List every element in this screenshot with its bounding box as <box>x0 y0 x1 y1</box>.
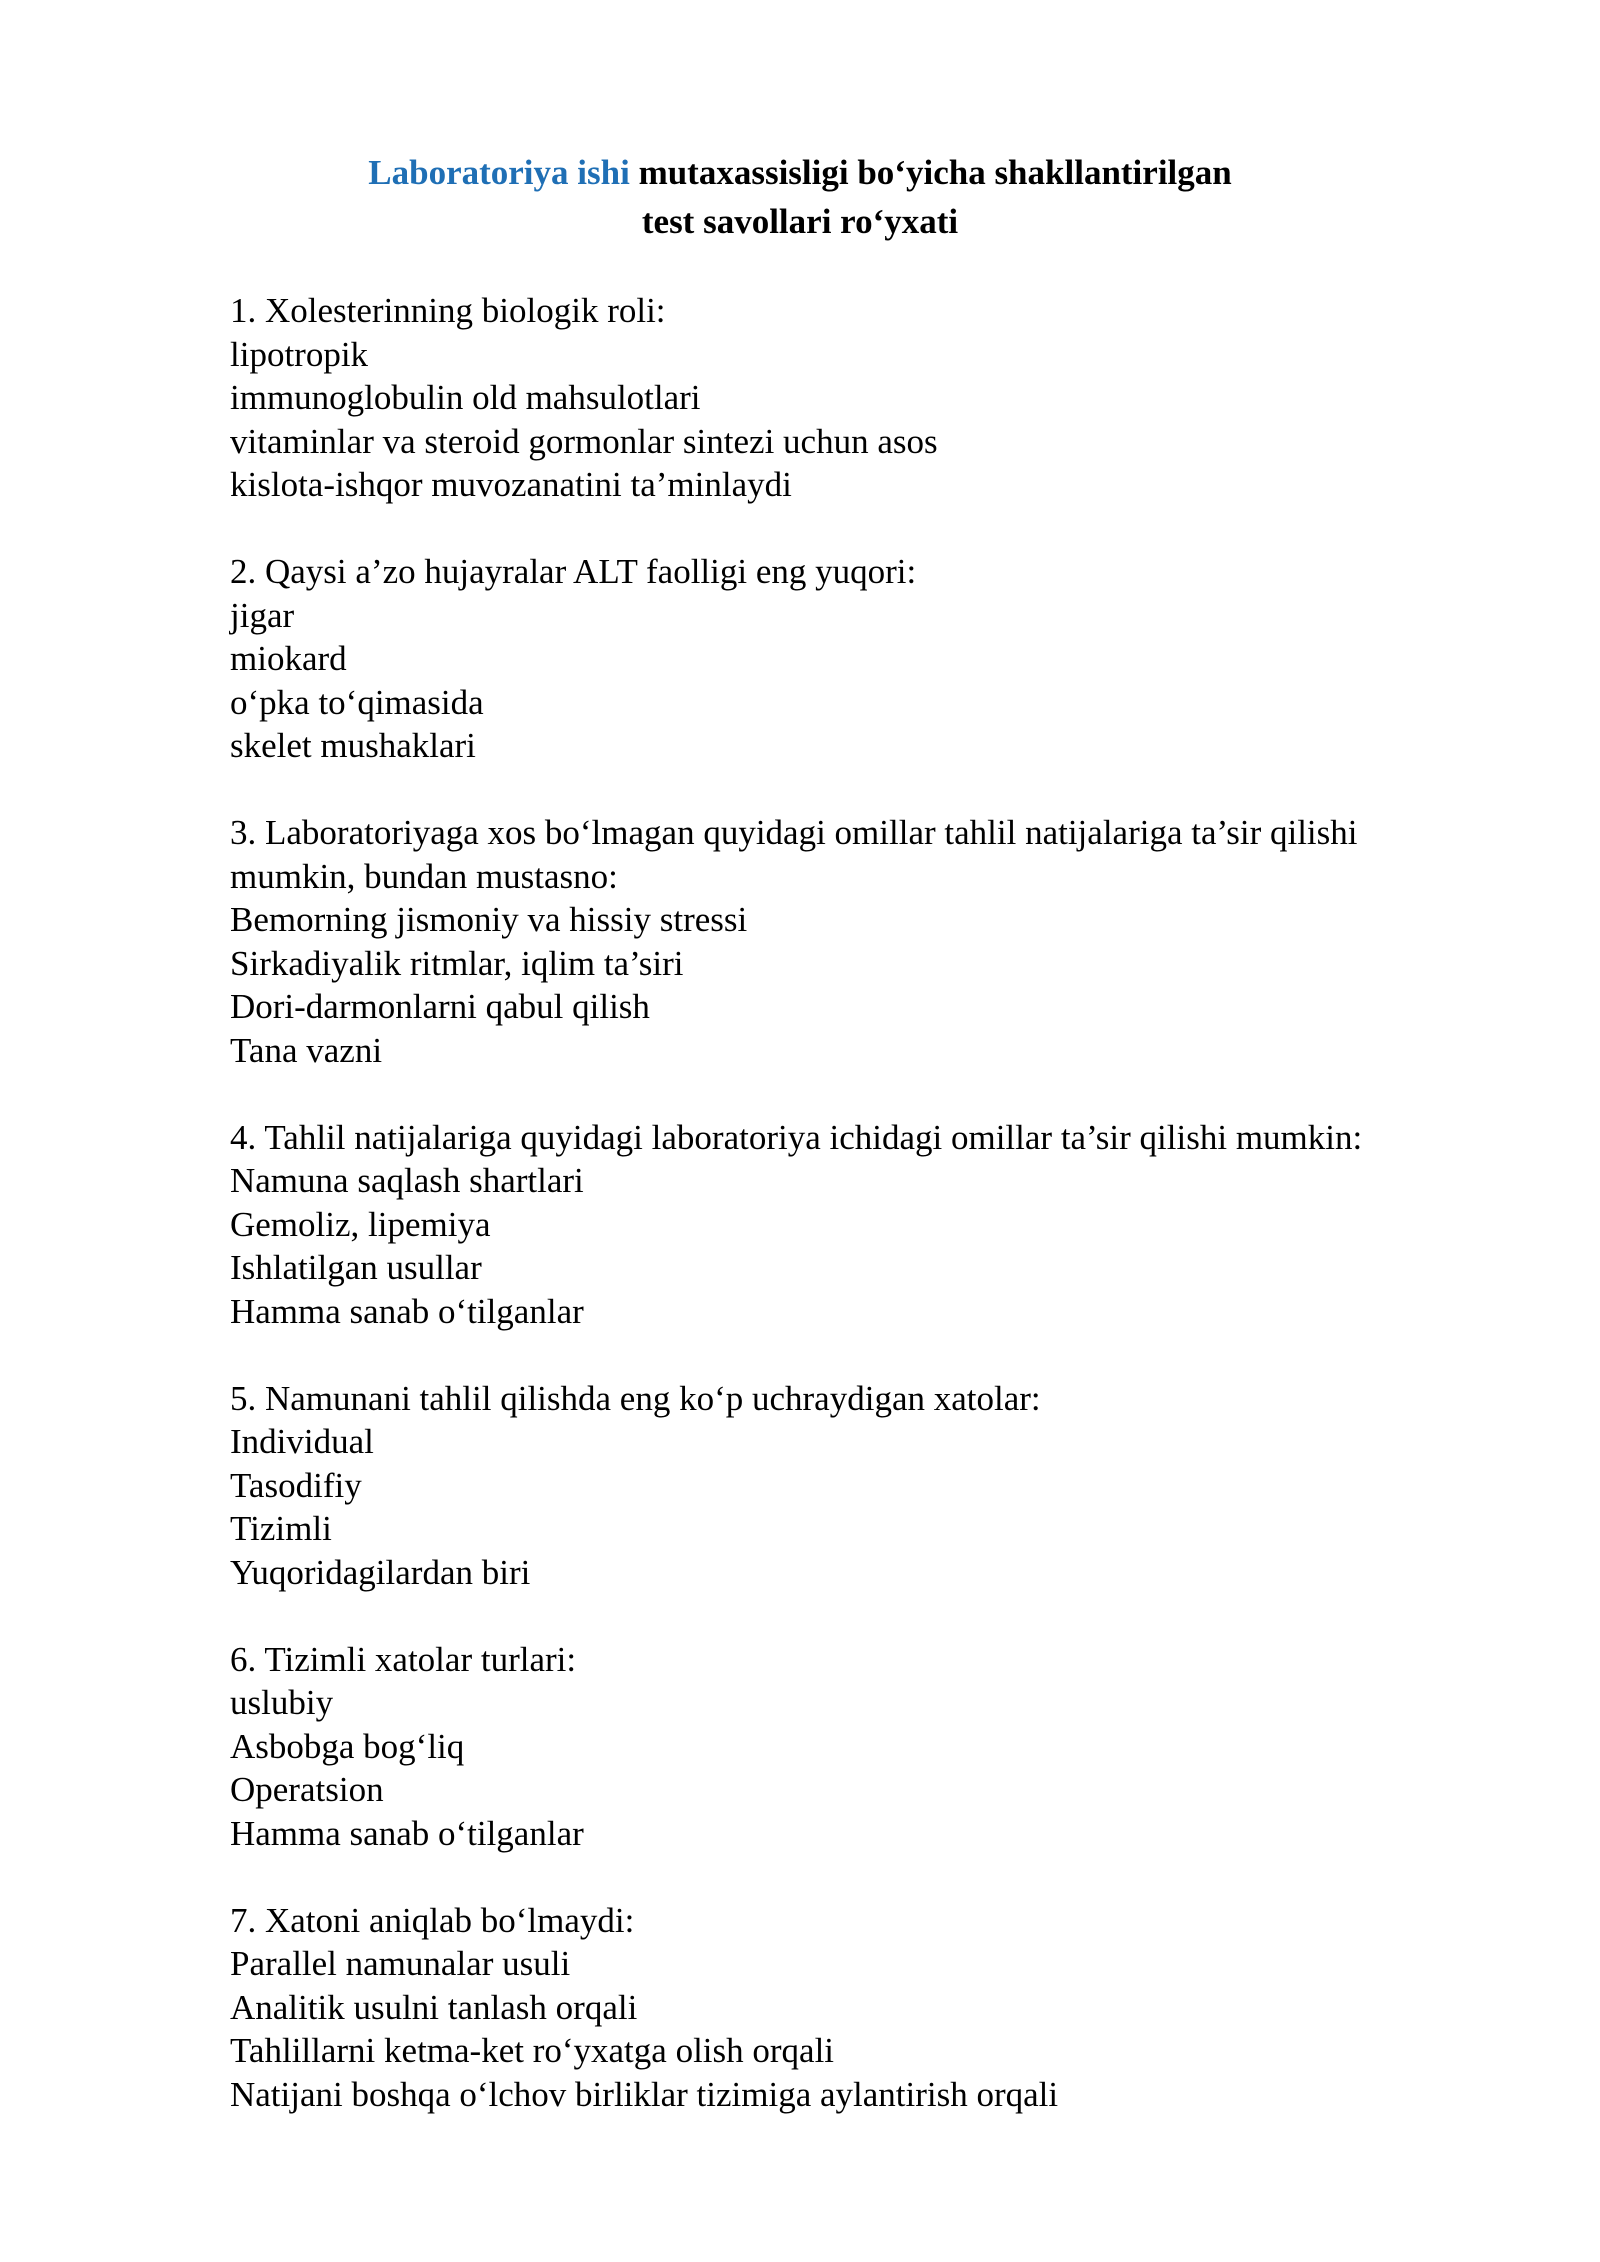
answer-option: Tana vazni <box>230 1030 383 1070</box>
question-3 <box>230 811 1490 1072</box>
title-rest: mutaxassisligi bo‘yicha shakllantirilgan <box>629 153 1232 192</box>
question-5 <box>230 1377 1490 1595</box>
answer-option: immunoglobulin old mahsulotlari <box>230 378 701 417</box>
answer-option: miokard <box>230 639 347 678</box>
answer-option: Parallel namunalar usuli <box>230 1944 571 1983</box>
question-text: 2. Qaysi a’zo hujayralar ALT faolligi eng yuqori: <box>230 552 917 591</box>
question-2 <box>230 550 1490 768</box>
answer-option: Hamma sanab o‘tilganlar <box>230 1291 584 1331</box>
question-text: 1. Xolesterinning biologik roli: <box>230 291 666 330</box>
answer-option: Tahlillarni ketma-ket ro‘yxatga olish orqali <box>230 2031 835 2070</box>
question-text: 7. Xatoni aniqlab bo‘lmaydi: <box>230 1900 635 1940</box>
answer-option: lipotropik <box>230 334 369 374</box>
answer-option: skelet mushaklari <box>230 726 476 765</box>
question-text: 5. Namunani tahlil qilishda eng ko‘p uchraydigan xatolar: <box>230 1378 1041 1418</box>
question-text: 6. Tizimli xatolar turlari: <box>230 1639 577 1679</box>
question-text: 4. Tahlil natijalariga quyidagi laboratoriya ichidagi omillar ta’sir qilishi mumkin: <box>230 1117 1363 1157</box>
answer-option: Yuqoridagilardan biri <box>230 1552 531 1592</box>
title-accent: Laboratoriya ishi <box>368 153 630 192</box>
answer-option: Individual <box>230 1422 374 1461</box>
question-text: 3. Laboratoriyaga xos bo‘lmagan quyidagi omillar tahlil natijalariga ta’sir qilishi mumkin, bundan mustasno: <box>230 813 1358 896</box>
answer-option: kislota-ishqor muvozanatini ta’minlaydi <box>230 465 792 504</box>
answer-option: Analitik usulni tanlash orqali <box>230 1987 638 2027</box>
answer-option: Sirkadiyalik ritmlar, iqlim ta’siri <box>230 943 684 983</box>
answer-option: Gemoliz, lipemiya <box>230 1204 491 1244</box>
question-7 <box>230 1899 1490 2117</box>
answer-option: Bemorning jismoniy va hissiy stressi <box>230 900 748 939</box>
title-line-2: test savollari ro‘yxati <box>641 202 959 241</box>
question-6 <box>230 1638 1490 1856</box>
answer-option: Namuna saqlash shartlari <box>230 1161 584 1200</box>
answer-option: vitaminlar va steroid gormonlar sintezi uchun asos <box>230 421 938 461</box>
title-line-1 <box>0 148 1600 197</box>
answer-option: Ishlatilgan usullar <box>230 1248 482 1287</box>
answer-option: Asbobga bog‘liq <box>230 1726 465 1766</box>
answer-option: Natijani boshqa o‘lchov birliklar tizimiga aylantirish orqali <box>230 2074 1059 2114</box>
page-title <box>0 148 1600 246</box>
answer-option: Tasodifiy <box>230 1465 362 1505</box>
answer-option: o‘pka to‘qimasida <box>230 682 484 722</box>
answer-option: Hamma sanab o‘tilganlar <box>230 1813 584 1853</box>
question-list <box>230 289 1490 2160</box>
answer-option: Dori-darmonlarni qabul qilish <box>230 987 650 1026</box>
answer-option: Operatsion <box>230 1770 384 1809</box>
answer-option: Tizimli <box>230 1509 332 1548</box>
question-4 <box>230 1116 1490 1334</box>
answer-option: uslubiy <box>230 1683 334 1722</box>
question-1 <box>230 289 1490 507</box>
answer-option: jigar <box>230 595 295 635</box>
